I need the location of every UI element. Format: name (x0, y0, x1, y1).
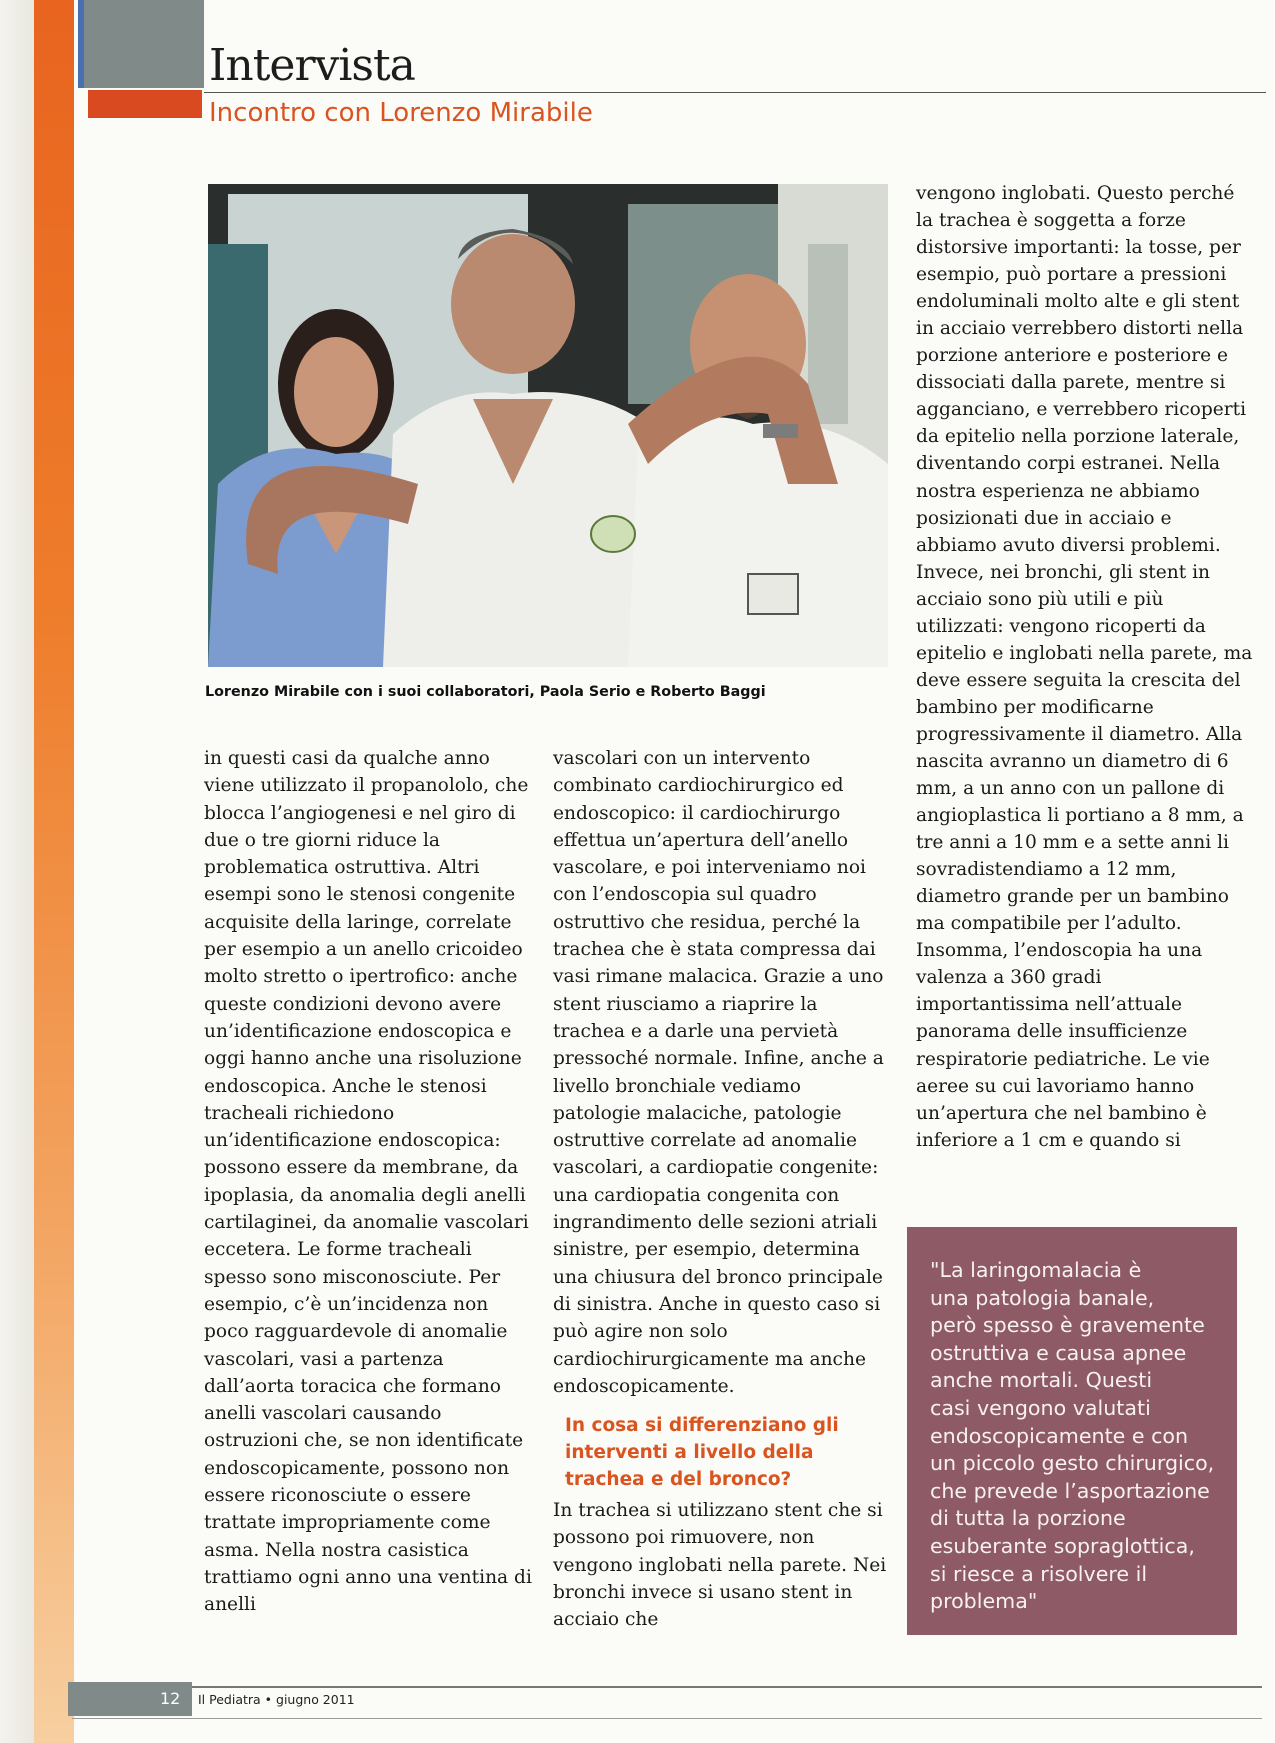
article-column-1 (204, 745, 534, 1619)
column-1-text: in questi casi da qualche anno viene utilizzato il propanololo, che blocca l’angiogenesi e nel giro di due o tre giorni riduce la problematica ostruttiva. Altri esempi sono le stenosi congenite acquisite della laringe, correlate per esempio a un anello cricoideo molto stretto o ipertrofico: anche queste condizioni devono avere un’identificazione endoscopica e oggi hanno anche una risoluzione endoscopica. Anche le stenosi tracheali richiedono un’identificazione endoscopica: possono essere da membrane, da ipoplasia, da anomalia degli anelli cartilaginei, da anomalie vascolari eccetera. Le forme tracheali spesso sono misconosciute. Per esempio, c’è un’incidenza non poco ragguardevole di anomalie vascolari, vasi a partenza dall’aorta toracica che formano anelli vascolari causando ostruzioni che, se non identificate endoscopicamente, possono non essere riconosciute o essere trattate impropriamente come asma. Nella nostra casistica trattiamo ogni anno una ventina di anelli (204, 748, 532, 1616)
article-subtitle: Incontro con Lorenzo Mirabile (209, 98, 593, 128)
interview-question-heading: In cosa si differenziano gli interventi a livello della trachea e del bronco? (565, 1415, 839, 1491)
article-photo (208, 184, 888, 667)
header-gray-block (84, 0, 204, 88)
column-2-text-a: vascolari con un intervento combinato cardiochirurgico ed endoscopico: il cardiochirurgo effettua un’apertura dell’anello vascolare, e poi interveniamo noi con l’endoscopia sul quadro ostruttivo che residua, perché la trachea che è stata compressa dai vasi rimane malacica. Grazie a uno stent riusciamo a riaprire la trachea e a darle una pervietà pressoché normale. Infine, anche a livello bronchiale vediamo patologie malaciche, patologie ostruttive correlate ad anomalie vascolari, a cardiopatie congenite: una cardiopatia congenita con ingrandimento delle sezioni atriali sinistre, per esempio, determina una chiusura del bronco principale di sinistra. Anche in questo caso si può agire non solo cardiochirurgicamente ma anche endoscopicamente. (553, 748, 884, 1397)
pull-quote-text: "La laringomalacia è una patologia banale, però spesso è gravemente ostruttiva e causa apnee anche mortali. Questi casi vengono valutati endoscopicamente e con un piccolo gesto chirurgico, che prevede l’asportazione di tutta la porzione esuberante sopraglottica, si riesce a risolvere il problema" (930, 1258, 1215, 1614)
column-3-text: vengono inglobati. Questo perché la trachea è soggetta a forze distorsive importanti: la tosse, per esempio, può portare a pressioni endoluminali molto alte e gli stent in acciaio verrebbero distorti nella porzione anteriore e posteriore e dissociati dalla parete, mentre si agganciano, e verrebbero ricoperti da epitelio nella porzione laterale, diventando corpi estranei. Nella nostra esperienza ne abbiamo posizionati due in acciaio e abbiamo avuto diversi problemi. Invece, nei bronchi, gli stent in acciaio sono più utili e più utilizzati: vengono ricoperti da epitelio e inglobati nella parete, ma deve essere seguita la crescita del bambino per modificarne progressivamente il diametro. Alla nascita avranno un diametro di 6 mm, a un anno con un pallone di angioplastica li portiano a 8 mm, a tre anni a 10 mm e a sette anni li sovradistendiamo a 12 mm, diametro grande per un bambino ma compatibile per l’adulto. Insomma, l’endoscopia ha una valenza a 360 gradi importantissima nell’attuale panorama delle insufficienze respiratorie pediatriche. Le vie aeree su cui lavoriamo hanno un’apertura che nel bambino è inferiore a 1 cm e quando si (916, 183, 1253, 1151)
footer-rule (72, 1686, 1262, 1688)
article-column-3 (916, 180, 1256, 1154)
footer-bottom-rule (72, 1718, 1262, 1719)
column-2-text-b: In trachea si utilizzano stent che si possono poi rimuovere, non vengono inglobati nella parete. Nei bronchi invece si usano stent in acciaio che (553, 1500, 887, 1631)
orange-side-bar (34, 0, 74, 1743)
section-title: Intervista (209, 40, 415, 91)
page-number: 12 (160, 1689, 181, 1708)
page-edge (0, 0, 34, 1743)
photo-caption: Lorenzo Mirabile con i suoi collaboratori, Paola Serio e Roberto Baggi (205, 684, 766, 700)
article-column-2 (553, 745, 888, 1634)
publication-info: Il Pediatra • giugno 2011 (198, 1692, 355, 1707)
header-red-block (88, 90, 202, 118)
title-rule (204, 92, 1266, 93)
